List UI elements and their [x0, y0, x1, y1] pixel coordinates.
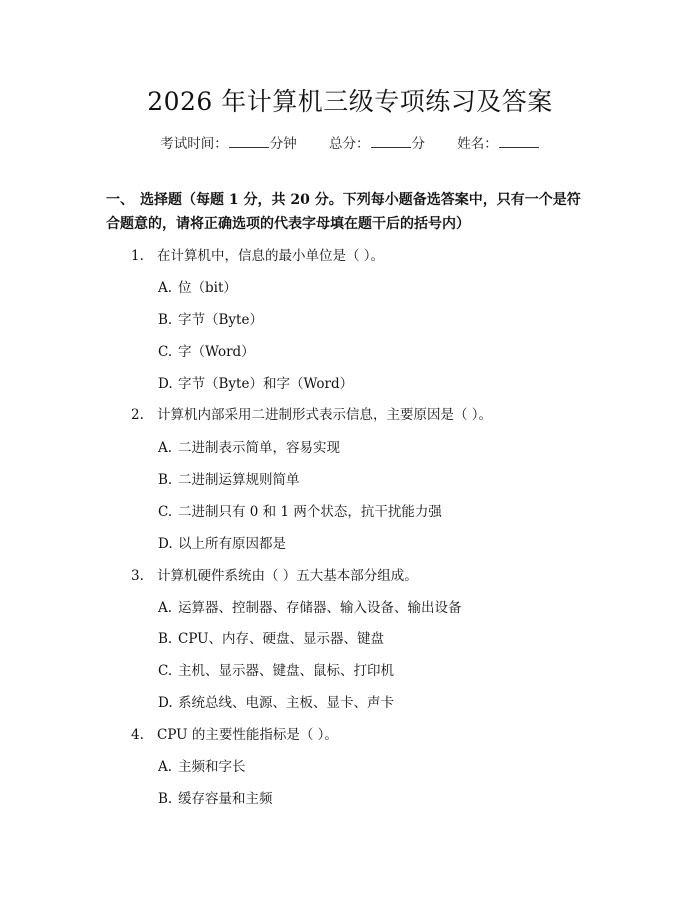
- option-label: D.: [158, 536, 173, 552]
- exam-time-field: [160, 132, 297, 152]
- page-title: 2026 年计算机三级专项练习及答案: [147, 87, 553, 116]
- option-text: 二进制运算规则简单: [178, 472, 300, 488]
- option-item: [158, 627, 384, 647]
- question-item: [131, 244, 384, 264]
- total-score-label: 总分：: [329, 136, 370, 152]
- option-item: [158, 532, 286, 552]
- exam-time-blank[interactable]: [229, 135, 269, 148]
- option-text: 字节（Byte）: [178, 312, 263, 328]
- option-text: 字（Word）: [178, 344, 255, 360]
- option-label: B.: [158, 631, 173, 647]
- option-text: 二进制只有 0 和 1 两个状态，抗干扰能力强: [178, 504, 442, 520]
- option-text: 运算器、控制器、存储器、输入设备、输出设备: [178, 600, 462, 616]
- option-label: A.: [158, 280, 173, 296]
- section-heading: [106, 188, 586, 236]
- option-label: D.: [158, 695, 173, 711]
- option-text: 位（bit）: [178, 280, 237, 296]
- option-label: B.: [158, 472, 173, 488]
- option-item: [158, 468, 300, 488]
- option-text: 主频和字长: [178, 759, 246, 775]
- question-item: [131, 564, 418, 584]
- option-item: [158, 787, 273, 807]
- option-text: 二进制表示简单，容易实现: [178, 440, 340, 456]
- option-item: [158, 500, 442, 520]
- option-label: C.: [158, 504, 173, 520]
- total-score-blank[interactable]: [371, 135, 411, 148]
- question-text: 计算机内部采用二进制形式表示信息，主要原因是（ ）。: [157, 407, 493, 423]
- option-label: D.: [158, 376, 173, 392]
- question-text: 计算机硬件系统由（ ）五大基本部分组成。: [157, 568, 418, 584]
- option-item: [158, 755, 246, 775]
- question-text: CPU 的主要性能指标是（ ）。: [157, 727, 338, 743]
- option-text: 缓存容量和主频: [178, 791, 273, 807]
- total-score-field: [329, 132, 425, 152]
- option-text: 系统总线、电源、主板、显卡、声卡: [178, 695, 394, 711]
- exam-time-unit: 分钟: [269, 136, 297, 152]
- option-item: [158, 691, 394, 711]
- question-number: 1.: [131, 248, 144, 264]
- option-item: [158, 596, 462, 616]
- question-item: [131, 723, 338, 743]
- exam-time-label: 考试时间：: [160, 136, 228, 152]
- option-label: C.: [158, 344, 173, 360]
- option-item: [158, 308, 263, 328]
- name-label: 姓名：: [457, 136, 498, 152]
- option-text: CPU、内存、硬盘、显示器、键盘: [178, 631, 385, 647]
- question-number: 2.: [131, 407, 144, 423]
- option-label: B.: [158, 791, 173, 807]
- section-instructions: 选择题（每题 1 分，共 20 分。下列每小题备选答案中，只有一个是符合题意的，请将正确选项的代表字母填在题干后的括号内）: [106, 192, 581, 232]
- option-item: [158, 372, 353, 392]
- option-text: 以上所有原因都是: [178, 536, 286, 552]
- name-field: [457, 132, 540, 152]
- option-text: 主机、显示器、键盘、鼠标、打印机: [178, 663, 394, 679]
- option-item: [158, 276, 237, 296]
- section-number: 一、: [106, 192, 134, 208]
- name-blank[interactable]: [499, 135, 539, 148]
- option-text: 字节（Byte）和字（Word）: [178, 376, 354, 392]
- option-label: A.: [158, 759, 173, 775]
- question-text: 在计算机中，信息的最小单位是（ ）。: [157, 248, 385, 264]
- option-item: [158, 436, 340, 456]
- question-number: 4.: [131, 727, 144, 743]
- total-score-unit: 分: [411, 136, 425, 152]
- question-item: [131, 403, 492, 423]
- option-label: A.: [158, 440, 173, 456]
- option-label: B.: [158, 312, 173, 328]
- option-item: [158, 340, 255, 360]
- option-label: A.: [158, 600, 173, 616]
- question-number: 3.: [131, 568, 144, 584]
- exam-meta: [0, 132, 700, 152]
- option-item: [158, 659, 394, 679]
- option-label: C.: [158, 663, 173, 679]
